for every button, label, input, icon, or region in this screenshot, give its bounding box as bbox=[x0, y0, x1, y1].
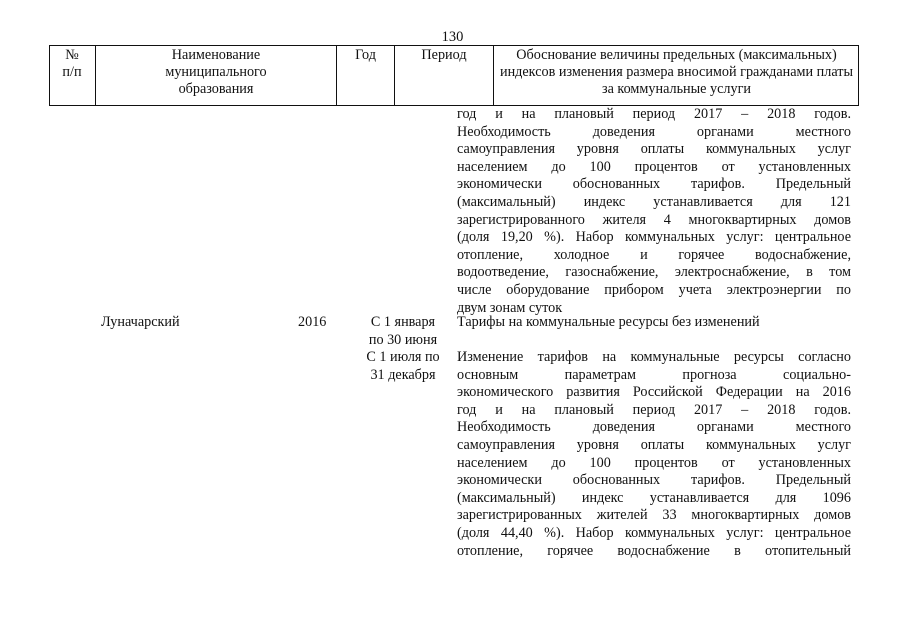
basis-first-half: Тарифы на коммунальные ресурсы без изменений bbox=[457, 314, 760, 330]
page-number: 130 bbox=[441, 29, 464, 45]
header-number: № п/п bbox=[62, 47, 82, 80]
text-line: экономически обоснованных тарифов. Предельный bbox=[457, 176, 851, 193]
header-period: Период bbox=[421, 47, 467, 63]
year-value: 2016 bbox=[298, 314, 327, 330]
period-first-half: С 1 января по 30 июня bbox=[368, 314, 438, 348]
table-header bbox=[49, 45, 859, 106]
text-line: населением до 100 процентов от установленных bbox=[457, 454, 851, 471]
text-line: основным параметрам прогноза социально- bbox=[457, 366, 851, 383]
header-basis: Обоснование величины предельных (максимальных) индексов изменения размера вносимой гражданами платы за коммунальные услуги bbox=[499, 47, 853, 97]
text-line: самоуправления уровня оплаты коммунальных услуг bbox=[457, 141, 851, 158]
text-line: зарегистрированных жителей 33 многоквартирных домов bbox=[457, 507, 851, 524]
text-line: водоотведение, газоснабжение, электроснабжение, в том bbox=[457, 264, 851, 281]
text-line: экономически обоснованных тарифов. Предельный bbox=[457, 472, 851, 489]
text-line: самоуправления уровня оплаты коммунальных услуг bbox=[457, 436, 851, 453]
basis-second-half bbox=[457, 349, 851, 560]
header-year: Год bbox=[355, 47, 376, 63]
text-line: отопление, горячее водоснабжение в отопительный bbox=[457, 542, 851, 559]
text-line: населением до 100 процентов от установленных bbox=[457, 158, 851, 175]
text-line: (доля 44,40 %). Набор коммунальных услуг: центральное bbox=[457, 524, 851, 541]
text-line: год и на плановый период 2017 – 2018 годов. bbox=[457, 401, 851, 418]
text-line: (доля 19,20 %). Набор коммунальных услуг: центральное bbox=[457, 229, 851, 246]
text-line: зарегистрированного жителя 4 многоквартирных домов bbox=[457, 211, 851, 228]
text-line: год и на плановый период 2017 – 2018 годов. bbox=[457, 106, 851, 122]
text-line: (максимальный) индекс устанавливается для 121 bbox=[457, 193, 851, 210]
period-second-half: С 1 июля по 31 декабря bbox=[366, 349, 440, 383]
text-line: экономического развития Российской Федерации на 2016 bbox=[457, 384, 851, 401]
text-line: отопление, холодное и горячее водоснабжение, bbox=[457, 246, 851, 263]
text-line: двум зонам суток bbox=[457, 299, 563, 316]
text-line: (максимальный) индекс устанавливается для 1096 bbox=[457, 489, 851, 506]
text-line: числе оборудование прибором учета электроэнергии по bbox=[457, 281, 851, 298]
continuation-text bbox=[457, 106, 851, 317]
municipality-name: Луначарский bbox=[101, 314, 180, 330]
header-municipality: Наименование муниципального образования bbox=[165, 47, 267, 97]
text-line: Необходимость доведения органами местного bbox=[457, 419, 851, 436]
text-line: Изменение тарифов на коммунальные ресурсы согласно bbox=[457, 349, 851, 365]
text-line: Необходимость доведения органами местного bbox=[457, 123, 851, 140]
